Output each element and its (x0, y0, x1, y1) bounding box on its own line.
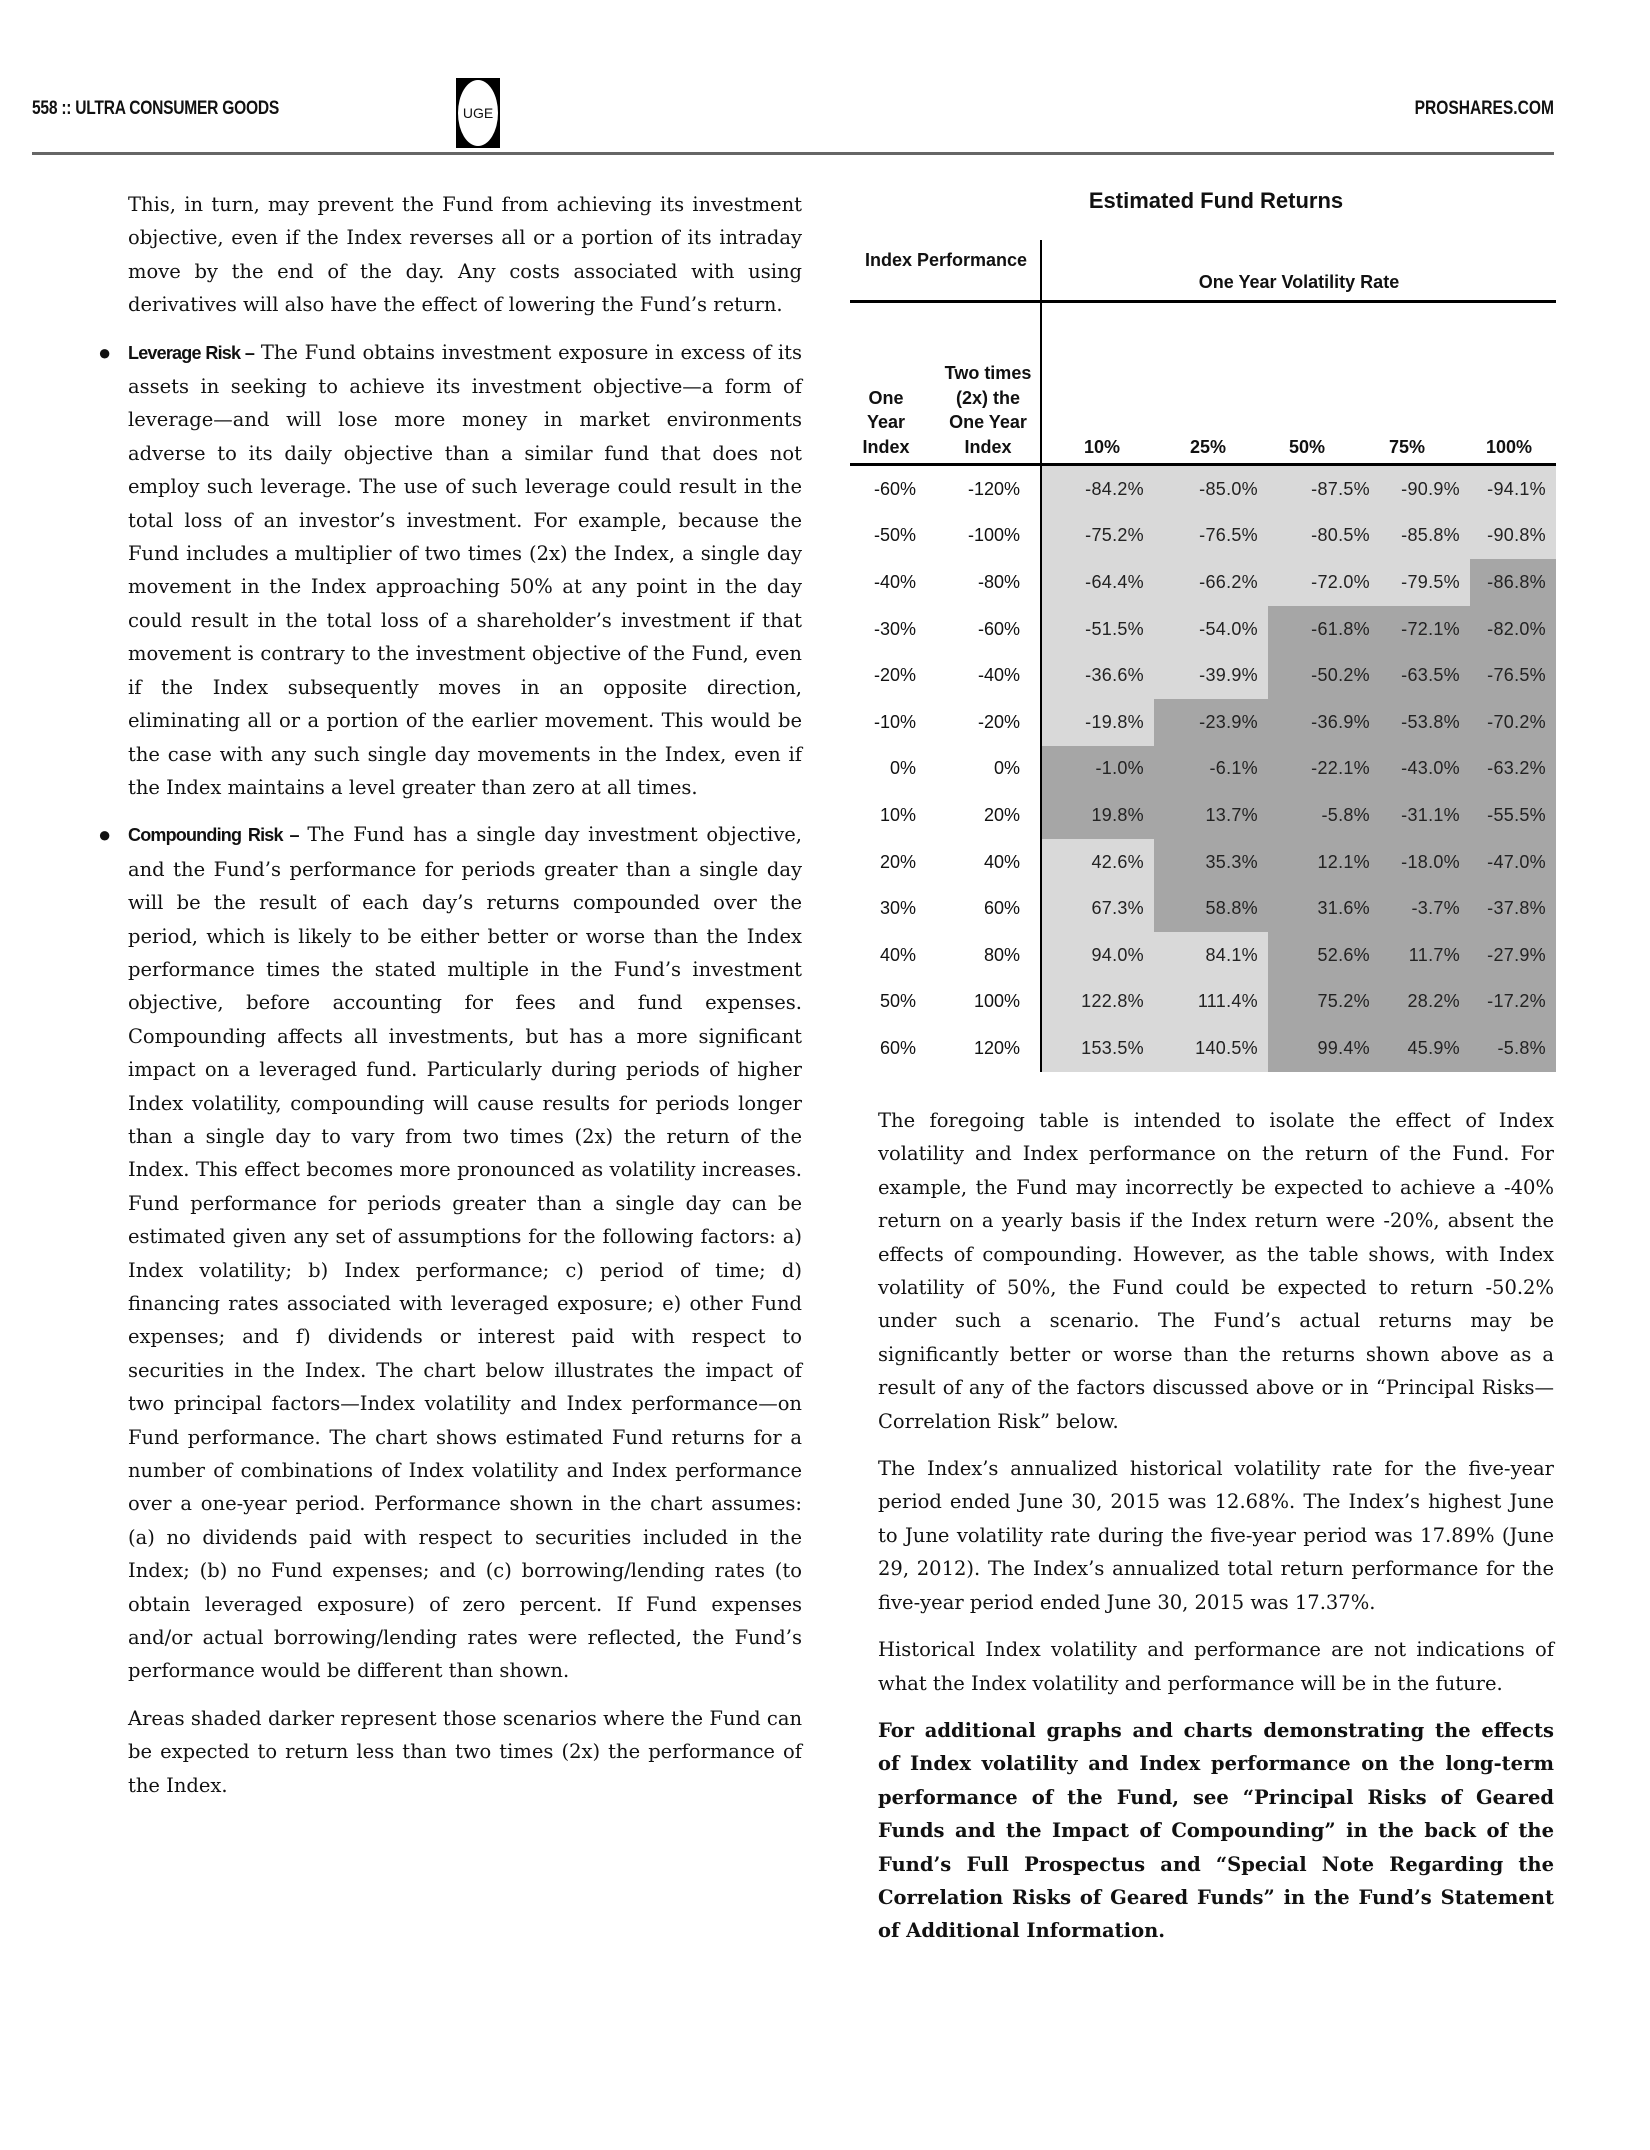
return-cell-dark: -53.8% (1380, 699, 1470, 746)
vol-header-75: 75% (1388, 436, 1426, 457)
return-cell-dark: -50.2% (1268, 652, 1380, 699)
shading-note: Areas shaded darker represent those scenarios where the Fund can be expected to return less than two times (2x) the performance of the Index. (128, 1706, 802, 1797)
two-x-index-cell: 40% (983, 851, 1020, 872)
return-cell-dark: -82.0% (1470, 606, 1556, 653)
table-explanation-paragraph: The foregoing table is intended to isolate the effect of Index volatility and Index performance on the return of the Fund. For example, the Fund may incorrectly be expected to achieve a -40% return on a yearly basis if the Index return were -20%, absent the effects of compounding. However, as the table shows, with Index volatility of 50%, the Fund could be expected to return -50.2% under such a scenario. The Fund’s actual returns may be significantly better or worse than the returns shown above as a result of any of the factors discussed above or in “Principal Risks—Correlation Risk” below. (878, 1109, 1554, 1433)
two-x-index-cell: -20% (977, 711, 1020, 732)
return-cell-dark: 19.8% (1042, 792, 1154, 839)
one-year-index-cell: -60% (873, 478, 916, 499)
return-cell-dark: -31.1% (1380, 792, 1470, 839)
bullet-icon: ● (98, 822, 112, 848)
return-cell-light: -66.2% (1154, 559, 1268, 606)
two-x-index-cell: -60% (977, 618, 1020, 639)
return-cell-dark: 75.2% (1268, 979, 1380, 1026)
one-year-index-cell: 60% (879, 1037, 916, 1058)
return-cell-light: 140.5% (1154, 1025, 1268, 1072)
vol-header-10: 10% (1083, 436, 1121, 457)
return-cell-dark: 28.2% (1380, 979, 1470, 1026)
return-cell-light: 94.0% (1042, 932, 1154, 979)
return-cell-dark: 58.8% (1154, 885, 1268, 932)
return-cell-dark: -23.9% (1154, 699, 1268, 746)
table-vertical-divider (1040, 303, 1042, 466)
one-year-index-cell: 20% (879, 851, 916, 872)
return-cell-dark: -63.2% (1470, 746, 1556, 793)
return-cell-dark: 99.4% (1268, 1025, 1380, 1072)
table-row (850, 559, 1556, 606)
table-row (850, 699, 1556, 746)
table-row (850, 792, 1556, 839)
return-cell-dark: -5.8% (1470, 1025, 1556, 1072)
table-row (850, 932, 1556, 979)
one-year-index-cell: -10% (873, 711, 916, 732)
two-x-index-cell: -80% (977, 571, 1020, 592)
return-cell-light: -75.2% (1042, 513, 1154, 560)
table-row (850, 885, 1556, 932)
bullet-icon: ● (98, 339, 112, 365)
table-row (850, 606, 1556, 653)
two-x-index-cell: -100% (967, 525, 1020, 546)
site-name: PROSHARES.COM (1414, 98, 1554, 119)
return-cell-light: -51.5% (1042, 606, 1154, 653)
table-column-header (850, 303, 1556, 466)
return-cell-light: -90.9% (1380, 466, 1470, 513)
return-cell-dark: -1.0% (1042, 746, 1154, 793)
return-cell-dark: -22.1% (1268, 746, 1380, 793)
page-label: 558 :: ULTRA CONSUMER GOODS (32, 98, 279, 119)
disclaimer-paragraph: Historical Index volatility and performance are not indications of what the Index volatility and performance will be in the future. (878, 1638, 1554, 1695)
return-cell-dark: -27.9% (1470, 932, 1556, 979)
return-cell-dark: -47.0% (1470, 839, 1556, 886)
historical-volatility-paragraph: The Index’s annualized historical volatility rate for the five-year period ended June 30, 2015 was 12.68%. The Index’s highest June to June volatility rate during the five-year period was 17.89% (June 29, 2012). The Index’s annualized total return performance for the five-year period ended June 30, 2015 was 17.37%. (878, 1457, 1554, 1614)
one-year-index-cell: 0% (889, 758, 916, 779)
return-cell-dark: 11.7% (1380, 932, 1470, 979)
return-cell-light: -76.5% (1154, 513, 1268, 560)
return-cell-light: -19.8% (1042, 699, 1154, 746)
compounding-risk-heading: Compounding Risk – (128, 825, 299, 846)
ticker-badge-label: UGE (458, 80, 498, 146)
one-year-index-cell: -40% (873, 571, 916, 592)
leverage-risk-item (98, 336, 802, 805)
return-cell-dark: -63.5% (1380, 652, 1470, 699)
return-cell-light: -64.4% (1042, 559, 1154, 606)
table-row (850, 1025, 1556, 1072)
return-cell-light: 67.3% (1042, 885, 1154, 932)
return-cell-dark: -43.0% (1380, 746, 1470, 793)
one-year-index-cell: -30% (873, 618, 916, 639)
return-cell-dark: 13.7% (1154, 792, 1268, 839)
return-cell-dark: -37.8% (1470, 885, 1556, 932)
return-cell-light: -87.5% (1268, 466, 1380, 513)
table-row (850, 979, 1556, 1026)
table-body (850, 466, 1556, 1072)
return-cell-light: 84.1% (1154, 932, 1268, 979)
two-x-index-cell: -40% (977, 665, 1020, 686)
return-cell-light: -84.2% (1042, 466, 1154, 513)
header-divider (32, 152, 1554, 155)
one-year-index-cell: -20% (873, 665, 916, 686)
return-cell-light: -90.8% (1470, 513, 1556, 560)
table-row (850, 652, 1556, 699)
return-cell-dark: 12.1% (1268, 839, 1380, 886)
table-row (850, 466, 1556, 513)
return-cell-dark: -61.8% (1268, 606, 1380, 653)
return-cell-light: -94.1% (1470, 466, 1556, 513)
one-year-index-cell: -50% (873, 525, 916, 546)
left-column (98, 188, 802, 1816)
return-cell-dark: -18.0% (1380, 839, 1470, 886)
right-column (878, 1104, 1554, 1962)
return-cell-dark: -72.1% (1380, 606, 1470, 653)
two-x-index-cell: 0% (993, 758, 1020, 779)
return-cell-light: -36.6% (1042, 652, 1154, 699)
vol-header-25: 25% (1189, 436, 1227, 457)
return-cell-dark: 31.6% (1268, 885, 1380, 932)
return-cell-dark: -6.1% (1154, 746, 1268, 793)
return-cell-dark: 52.6% (1268, 932, 1380, 979)
return-cell-light: -85.8% (1380, 513, 1470, 560)
return-cell-light: 42.6% (1042, 839, 1154, 886)
return-cell-light: -72.0% (1268, 559, 1380, 606)
return-cell-light: -80.5% (1268, 513, 1380, 560)
return-cell-light: 122.8% (1042, 979, 1154, 1026)
compounding-risk-text: The Fund has a single day investment objective, and the Fund’s performance for periods greater than a single day will be the result of each day’s returns compounded over the period, which is likely to be either better or worse than the Index performance times the stated multiple in the Fund’s investment objective, before accounting for fees and fund expenses. Compounding affects all investments, but has a more significant impact on a leveraged fund. Particularly during periods of higher Index volatility, compounding will cause results for periods longer than a single day to vary from two times (2x) the return of the Index. This effect becomes more pronounced as volatility increases. Fund performance for periods greater than a single day can be estimated given any set of assumptions for the following factors: a) Index volatility; b) Index performance; c) period of time; d) financing rates associated with leveraged exposure; e) other Fund expenses; and f) dividends or interest paid with respect to securities in the Index. The chart below illustrates the impact of two principal factors—Index volatility and Index performance—on Fund performance. The chart shows estimated Fund returns for a number of combinations of Index volatility and Index performance over a one-year period. Performance shown in the chart assumes: (a) no dividends paid with respect to securities included in the Index; (b) no Fund expenses; and (c) borrowing/lending rates (to obtain leveraged exposure) of zero percent. If Fund expenses and/or actual borrowing/lending rates were reflected, the Fund’s performance would be different than shown. (128, 823, 802, 1683)
two-x-index-cell: 20% (983, 804, 1020, 825)
table-group-header (850, 240, 1556, 303)
return-cell-dark: 45.9% (1380, 1025, 1470, 1072)
estimated-fund-returns-table (850, 240, 1556, 1072)
return-cell-dark: -17.2% (1470, 979, 1556, 1026)
two-x-index-cell: 100% (973, 991, 1020, 1012)
volatility-rate-header: One Year Volatility Rate (1198, 272, 1400, 292)
two-x-index-cell: 120% (973, 1037, 1020, 1058)
intro-paragraph: This, in turn, may prevent the Fund from achieving its investment objective, even if the Index reverses all or a portion of its intraday move by the end of the day. Any costs associated with using derivatives will also have the effect of lowering the Fund’s return. (128, 193, 802, 317)
return-cell-light: 111.4% (1154, 979, 1268, 1026)
two-x-index-cell: -120% (967, 478, 1020, 499)
return-cell-dark: 35.3% (1154, 839, 1268, 886)
table-row (850, 513, 1556, 560)
two-x-index-cell: 80% (983, 944, 1020, 965)
return-cell-dark: -55.5% (1470, 792, 1556, 839)
return-cell-light: -79.5% (1380, 559, 1470, 606)
table-title: Estimated Fund Returns (1088, 188, 1344, 213)
return-cell-dark: -86.8% (1470, 559, 1556, 606)
one-year-index-cell: 50% (879, 991, 916, 1012)
return-cell-light: -85.0% (1154, 466, 1268, 513)
one-year-index-cell: 40% (879, 944, 916, 965)
return-cell-dark: -5.8% (1268, 792, 1380, 839)
index-performance-header: Index Performance (864, 250, 1028, 270)
vol-header-50: 50% (1288, 436, 1326, 457)
return-cell-dark: -76.5% (1470, 652, 1556, 699)
one-year-index-cell: 30% (879, 898, 916, 919)
leverage-risk-text: The Fund obtains investment exposure in excess of its assets in seeking to achieve its investment objective—a form of leverage—and will lose more money in market environments adverse to its daily objective than a similar fund that does not employ such leverage. The use of such leverage could result in the total loss of an investor’s investment. For example, because the Fund includes a multiplier of two times (2x) the Index, a single day movement in the Index approaching 50% at any point in the day could result in the total loss of a shareholder’s investment if that movement is contrary to the investment objective of the Fund, even if the Index subsequently moves in an opposite direction, eliminating all or a portion of the earlier movement. This would be the case with any such single day movements in the Index, even if the Index maintains a level greater than zero at all times. (128, 340, 802, 799)
leverage-risk-heading: Leverage Risk – (128, 342, 255, 363)
ticker-badge (456, 78, 500, 148)
additional-info-note: For additional graphs and charts demonstrating the effects of Index volatility and Index performance on the long-term performance of the Fund, see “Principal Risks of Geared Funds and the Impact of Compounding” in the back of the Fund’s Full Prospectus and “Special Note Regarding the Correlation Risks of Geared Funds” in the Fund’s Statement of Additional Information. (878, 1718, 1554, 1943)
page-header (32, 78, 1554, 148)
return-cell-dark: -36.9% (1268, 699, 1380, 746)
one-year-index-header: One Year Index (862, 387, 910, 457)
table-row (850, 839, 1556, 886)
return-cell-dark: -70.2% (1470, 699, 1556, 746)
table-vertical-divider (1040, 240, 1042, 303)
two-x-index-header: Two times (2x) the One Year Index (944, 363, 1032, 457)
compounding-risk-item (98, 818, 802, 1688)
one-year-index-cell: 10% (879, 804, 916, 825)
return-cell-light: 153.5% (1042, 1025, 1154, 1072)
return-cell-light: -54.0% (1154, 606, 1268, 653)
two-x-index-cell: 60% (983, 898, 1020, 919)
table-row (850, 746, 1556, 793)
return-cell-light: -39.9% (1154, 652, 1268, 699)
vol-header-100: 100% (1485, 436, 1533, 457)
return-cell-dark: -3.7% (1380, 885, 1470, 932)
